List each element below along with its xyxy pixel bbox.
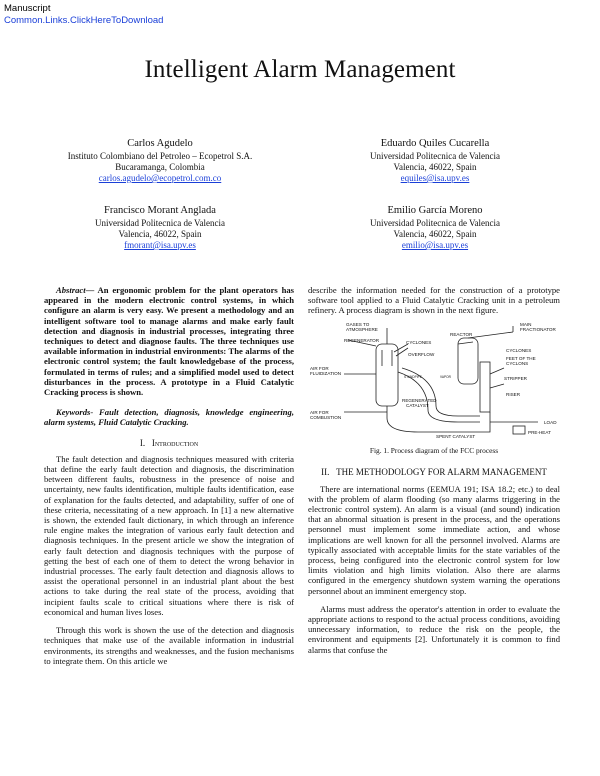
author-email-link[interactable]: carlos.agudelo@ecopetrol.com.co xyxy=(98,173,222,183)
left-column xyxy=(44,285,294,666)
fig-label-preheat: PRE-HEAT xyxy=(528,429,551,435)
paper-title: Intelligent Alarm Management xyxy=(144,56,456,83)
author-name: Francisco Morant Anglada xyxy=(104,205,216,216)
fig-label-load: LOAD xyxy=(544,419,557,425)
author-block-1 xyxy=(40,137,280,184)
keywords: Keywords- Fault detection, diagnosis, knowledge engineering, alarm systems, Fluid Catalytic Cracking. xyxy=(44,407,294,428)
intro-paragraph-1: The fault detection and diagnosis techniques measured with criteria that define the early fault detection and diagnosis, the discrimination between different faults, robustness in the presence of noise and uncertainty, new faults identification, multiple faults identification, ease of explanation for the faults detected, and adaptability, suffer of one of these criteria, necessitating of a new approach. In [1] a new alternative is shown, the extended fault dictionary, in which through an inference rule engine makes the integration of various early fault detection and diagnosis techniques. In the present article we show the integration of early fault detection and diagnosis techniques with the purpose of getting the best of each one of them to detect the wrong behavior in industrial processes. The early fault detection and diagnosis allows to assist the operational personnel in an industrial plant about the best actions to take during the real state of the process, avoiding that incipient faults scale to critical situations where there is risk of economical and human lives loses. xyxy=(44,453,294,617)
author-name: Carlos Agudelo xyxy=(127,138,193,149)
author-name: Eduardo Quiles Cucarella xyxy=(380,138,490,149)
author-city: Valencia, 46022, Spain xyxy=(118,229,202,239)
regenerator-vessel xyxy=(376,344,398,406)
author-email-link[interactable]: equiles@isa.upv.es xyxy=(400,173,470,183)
fig-label-spent: SPENT CATALYST xyxy=(436,433,476,439)
right-column xyxy=(308,285,560,655)
figure-caption: Fig. 1. Process diagram of the FCC process xyxy=(369,445,499,455)
fig-label-cyclones-right: CYCLONES xyxy=(506,347,532,353)
fcc-diagram-svg xyxy=(308,322,560,440)
author-block-2 xyxy=(315,137,555,184)
reactor-vessel xyxy=(458,338,478,384)
fig-label-vapor: VAPOR xyxy=(440,374,451,379)
fig-label-regen-cat-1: REGENERATED xyxy=(402,397,437,403)
section-1-heading xyxy=(44,438,294,448)
author-affiliation: Universidad Politecnica de Valencia xyxy=(94,218,226,228)
author-affiliation: Universidad Politecnica de Valencia xyxy=(369,151,501,161)
section-2-heading xyxy=(308,467,560,478)
fig-label-gases: GASES TO xyxy=(346,321,370,327)
fig-label-cyclones-left: CYCLONES xyxy=(406,339,432,345)
author-affiliation: Universidad Politecnica de Valencia xyxy=(369,218,501,228)
download-link[interactable]: Common.Links.ClickHereToDownload xyxy=(4,15,164,26)
fig-label-air-fluid-1: AIR FOR xyxy=(310,365,329,371)
author-name: Emilio García Moreno xyxy=(387,205,483,216)
author-city: Valencia, 46022, Spain xyxy=(393,162,477,172)
regenerated-catalyst-line xyxy=(398,372,480,422)
fig-label-air-comb-1: AIR FOR xyxy=(310,409,329,415)
stripper-column xyxy=(480,362,490,412)
fig-label-regenerator: REGENERATOR xyxy=(344,337,380,343)
fig-label-overflow: OVERFLOW xyxy=(408,351,435,357)
reactor-outlet xyxy=(468,332,513,338)
intro-paragraph-2: Through this work is shown the use of the detection and diagnosis techniques that make use of the available information in industrial environments, its strengths and weaknesses, and the fusion mechanisms to integrate them. On this article we xyxy=(44,625,294,666)
abstract xyxy=(44,285,294,397)
fig-label-main: MAIN xyxy=(520,321,532,327)
methodology-paragraph-1: There are international norms (EEMUA 191; ISA 18.2; etc.) to deal with the problem of alarm flooding (so many alarms triggering in the electronic control system). An alarm is a visual (and sound) indication that an abnormal situation is present in the process, and the operations personnel must implement some immediate action, and whose implications are well known for all the personnel involved. Alarms are typically associated with acceptable limits for the state variables of the process, being configured into the electronic control system for low limits violation and high limits violation. Also there are alarms configured in the emergency shutdown system warning the operations personnel about an imminent emergency stop. xyxy=(308,483,560,596)
methodology-paragraph-2: Alarms must address the operator's attention in order to evaluate the appropriate actions to respond to the actual process conditions, avoiding unnecessary information, to reduce the risk on the people, the environment and equipments [2]. Unfortunately it is common to find alarms that confuse the xyxy=(308,603,560,655)
fig-label-air-comb-2: COMBUSTION xyxy=(310,414,342,420)
spent-catalyst-line xyxy=(387,406,490,432)
section-1-number: I. xyxy=(139,437,146,448)
author-block-4 xyxy=(315,204,555,251)
fig-label-regen-cat-2: CATALYST xyxy=(406,402,429,408)
author-affiliation: Instituto Colombiano del Petroleo – Ecopetrol S.A. xyxy=(67,151,253,161)
fig-label-reactor: REACTOR xyxy=(450,331,473,337)
abstract-label: Abstract xyxy=(56,285,86,295)
fig-label-feet-1: FEET OF THE xyxy=(506,355,536,361)
fig-label-stripper: STRIPPER xyxy=(504,375,527,381)
fig-label-feet-2: CYCLONS xyxy=(506,360,529,366)
author-block-3 xyxy=(40,204,280,251)
author-city: Bucaramanga, Colombia xyxy=(115,162,205,172)
continued-paragraph: describe the information needed for the construction of a prototype software tool applied to a Fluid Catalytic Cracking unit in a petroleum refinery. A process diagram is shown in the next figure. xyxy=(308,285,560,316)
manuscript-header xyxy=(4,3,163,27)
section-2-number: II. xyxy=(321,466,330,477)
fig-label-standpipe: STANDPIPE xyxy=(404,374,422,379)
fig-label-riser: RISER xyxy=(506,391,521,397)
fig-label-air-fluid-2: FLUIDIZATION xyxy=(310,370,342,376)
fig-label-atmosphere: ATMOSPHERE xyxy=(346,326,378,332)
section-2-title: THE METHODOLOGY FOR ALARM MANAGEMENT xyxy=(336,466,547,477)
author-email-link[interactable]: emilio@isa.upv.es xyxy=(401,240,469,250)
manuscript-label: Manuscript xyxy=(4,3,51,14)
author-city: Valencia, 46022, Spain xyxy=(393,229,477,239)
section-1-title: Introduction xyxy=(151,437,199,448)
fig-label-fractionator: FRACTIONATOR xyxy=(520,326,556,332)
fcc-process-diagram xyxy=(308,322,560,440)
abstract-text: — An ergonomic problem for the plant operators has appeared in the modern electronic control systems, in which configure an alarm is very easy. We present a methodology and an intelligent software tool to manage alarms and make early fault detection and diagnosis in industrial processes, integrating three techniques to detect and diagnose faults. The three techniques use available information in industrial environments: The alarms of the electronic control system; the fault knowledgebase of the process, formulated in terms of rules; and a simplified model used to detect disturbances in the process. A prototype in a Fluid Catalytic Cracking process is shown. xyxy=(44,285,294,398)
preheat-box xyxy=(513,426,525,434)
author-email-link[interactable]: fmorant@isa.upv.es xyxy=(124,240,196,250)
